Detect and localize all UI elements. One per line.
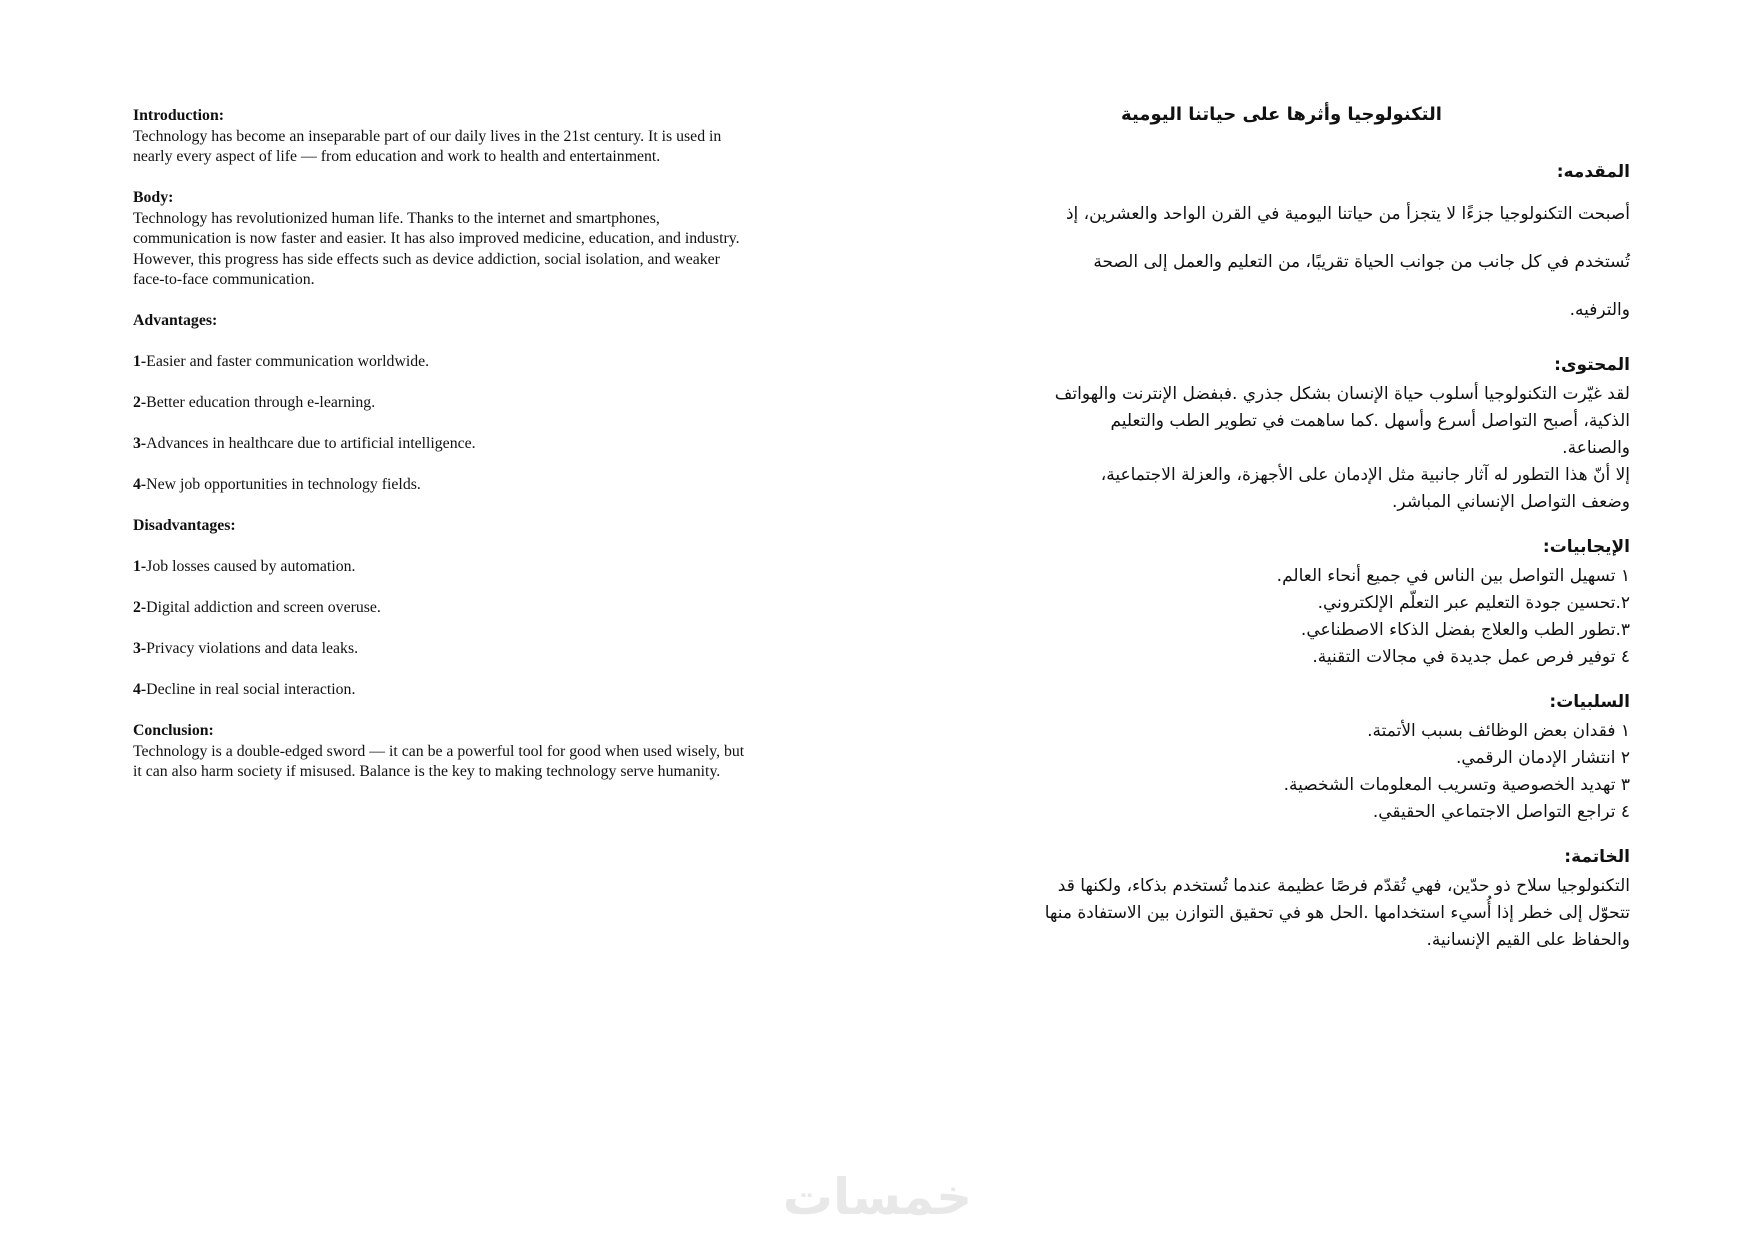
arabic-negative-item: ٢ انتشار الإدمان الرقمي.	[1455, 748, 1630, 768]
disadvantage-item	[133, 639, 751, 660]
conclusion-text: Technology is a double-edged sword — it can be a powerful tool for good when used wisely, but it can also harm society if misused. Balance is the key to making technology serve humanity.	[133, 742, 745, 780]
arabic-content-heading: المحتوى:	[1554, 355, 1630, 375]
arabic-positive-item: ٤ توفير فرص عمل جديدة في مجالات التقنية.	[1312, 647, 1630, 667]
item-number: 3-	[133, 640, 147, 657]
item-text: Easier and faster communication worldwide.	[146, 353, 430, 370]
arabic-negative-item: ٣ تهديد الخصوصية وتسريب المعلومات الشخصية.	[1283, 775, 1630, 795]
arabic-intro-line: تُستخدم في كل جانب من جوانب الحياة تقريبًا، من التعليم والعمل إلى الصحة	[1093, 252, 1630, 272]
item-number: 2-	[133, 394, 147, 411]
advantage-item	[133, 352, 751, 373]
arabic-content-line: والصناعة.	[1562, 438, 1630, 458]
advantages-section	[133, 311, 751, 496]
arabic-title: التكنولوجيا وأثرها على حياتنا اليومية	[1121, 104, 1442, 125]
arabic-negative-item: ٤ تراجع التواصل الاجتماعي الحقيقي.	[1372, 802, 1630, 822]
disadvantages-heading: Disadvantages:	[133, 517, 236, 534]
arabic-intro-line: والترفيه.	[1569, 300, 1630, 320]
body-section	[133, 188, 751, 291]
arabic-content-section	[1005, 352, 1630, 516]
item-text: New job opportunities in technology fields.	[146, 476, 421, 493]
arabic-negatives-heading: السلبيات:	[1549, 692, 1630, 712]
body-text-1: Technology has revolutionized human life. Thanks to the internet and smartphones, communication is now faster and easier. It has also improved medicine, education, and industry.	[133, 209, 740, 247]
arabic-content-line: الذكية، أصبح التواصل أسرع وأسهل .كما ساهمت في تطوير الطب والتعليم	[1110, 411, 1630, 431]
conclusion-section	[133, 721, 751, 783]
arabic-conclusion-section	[1005, 844, 1630, 954]
arabic-intro-heading: المقدمه:	[1556, 162, 1630, 182]
arabic-negatives-section	[1005, 689, 1630, 826]
arabic-negative-item: ١ فقدان بعض الوظائف بسبب الأتمتة.	[1367, 721, 1630, 741]
disadvantage-item	[133, 680, 751, 701]
item-text: Job losses caused by automation.	[146, 558, 356, 575]
arabic-positives-section	[1005, 534, 1630, 671]
arabic-content-line: إلا أنّ هذا التطور له آثار جانبية مثل الإدمان على الأجهزة، والعزلة الاجتماعية،	[1100, 465, 1630, 485]
item-number: 2-	[133, 599, 147, 616]
arabic-positive-item: ٢.تحسين جودة التعليم عبر التعلّم الإلكتروني.	[1317, 593, 1630, 613]
intro-heading: Introduction:	[133, 107, 224, 124]
item-text: Digital addiction and screen overuse.	[146, 599, 381, 616]
arabic-conclusion-heading: الخاتمة:	[1564, 847, 1630, 867]
arabic-intro-line: أصبحت التكنولوجيا جزءًا لا يتجزأ من حياتنا اليومية في القرن الواحد والعشرين، إذ	[1065, 204, 1630, 224]
item-number: 1-	[133, 558, 147, 575]
item-text: Better education through e-learning.	[146, 394, 376, 411]
arabic-positive-item: ١ تسهيل التواصل بين الناس في جميع أنحاء العالم.	[1276, 566, 1630, 586]
arabic-column	[1005, 104, 1630, 972]
arabic-content-line: لقد غيّرت التكنولوجيا أسلوب حياة الإنسان بشكل جذري .فبفضل الإنترنت والهواتف	[1054, 384, 1630, 404]
advantage-item	[133, 393, 751, 414]
arabic-positives-heading: الإيجابيات:	[1542, 537, 1630, 557]
arabic-content-line: وضعف التواصل الإنساني المباشر.	[1392, 492, 1630, 512]
body-text-2: However, this progress has side effects such as device addiction, social isolation, and weaker face-to-face communication.	[133, 250, 720, 288]
item-text: Advances in healthcare due to artificial intelligence.	[146, 435, 476, 452]
intro-text: Technology has become an inseparable part of our daily lives in the 21st century. It is used in nearly every aspect of life — from education and work to health and entertainment.	[133, 127, 722, 165]
arabic-conclusion-line: تتحوّل إلى خطر إذا أُسيء استخدامها .الحل هو في تحقيق التوازن بين الاستفادة منها	[1044, 903, 1630, 923]
item-text: Decline in real social interaction.	[146, 681, 356, 698]
disadvantage-item	[133, 557, 751, 578]
item-number: 3-	[133, 435, 147, 452]
arabic-conclusion-line: والحفاظ على القيم الإنسانية.	[1426, 930, 1630, 950]
disadvantages-section	[133, 516, 751, 701]
item-text: Privacy violations and data leaks.	[146, 640, 359, 657]
arabic-intro-section	[1005, 159, 1630, 334]
conclusion-heading: Conclusion:	[133, 722, 214, 739]
arabic-positive-item: ٣.تطور الطب والعلاج بفضل الذكاء الاصطناعي.	[1300, 620, 1630, 640]
english-column	[133, 106, 751, 803]
advantage-item	[133, 475, 751, 496]
advantages-heading: Advantages:	[133, 312, 218, 329]
item-number: 4-	[133, 476, 147, 493]
advantage-item	[133, 434, 751, 455]
item-number: 4-	[133, 681, 147, 698]
disadvantage-item	[133, 598, 751, 619]
arabic-conclusion-line: التكنولوجيا سلاح ذو حدّين، فهي تُقدّم فرصًا عظيمة عندما تُستخدم بذكاء، ولكنها قد	[1057, 876, 1630, 896]
body-heading: Body:	[133, 189, 174, 206]
watermark-logo: خمسات	[782, 1168, 973, 1226]
intro-section	[133, 106, 751, 168]
item-number: 1-	[133, 353, 147, 370]
